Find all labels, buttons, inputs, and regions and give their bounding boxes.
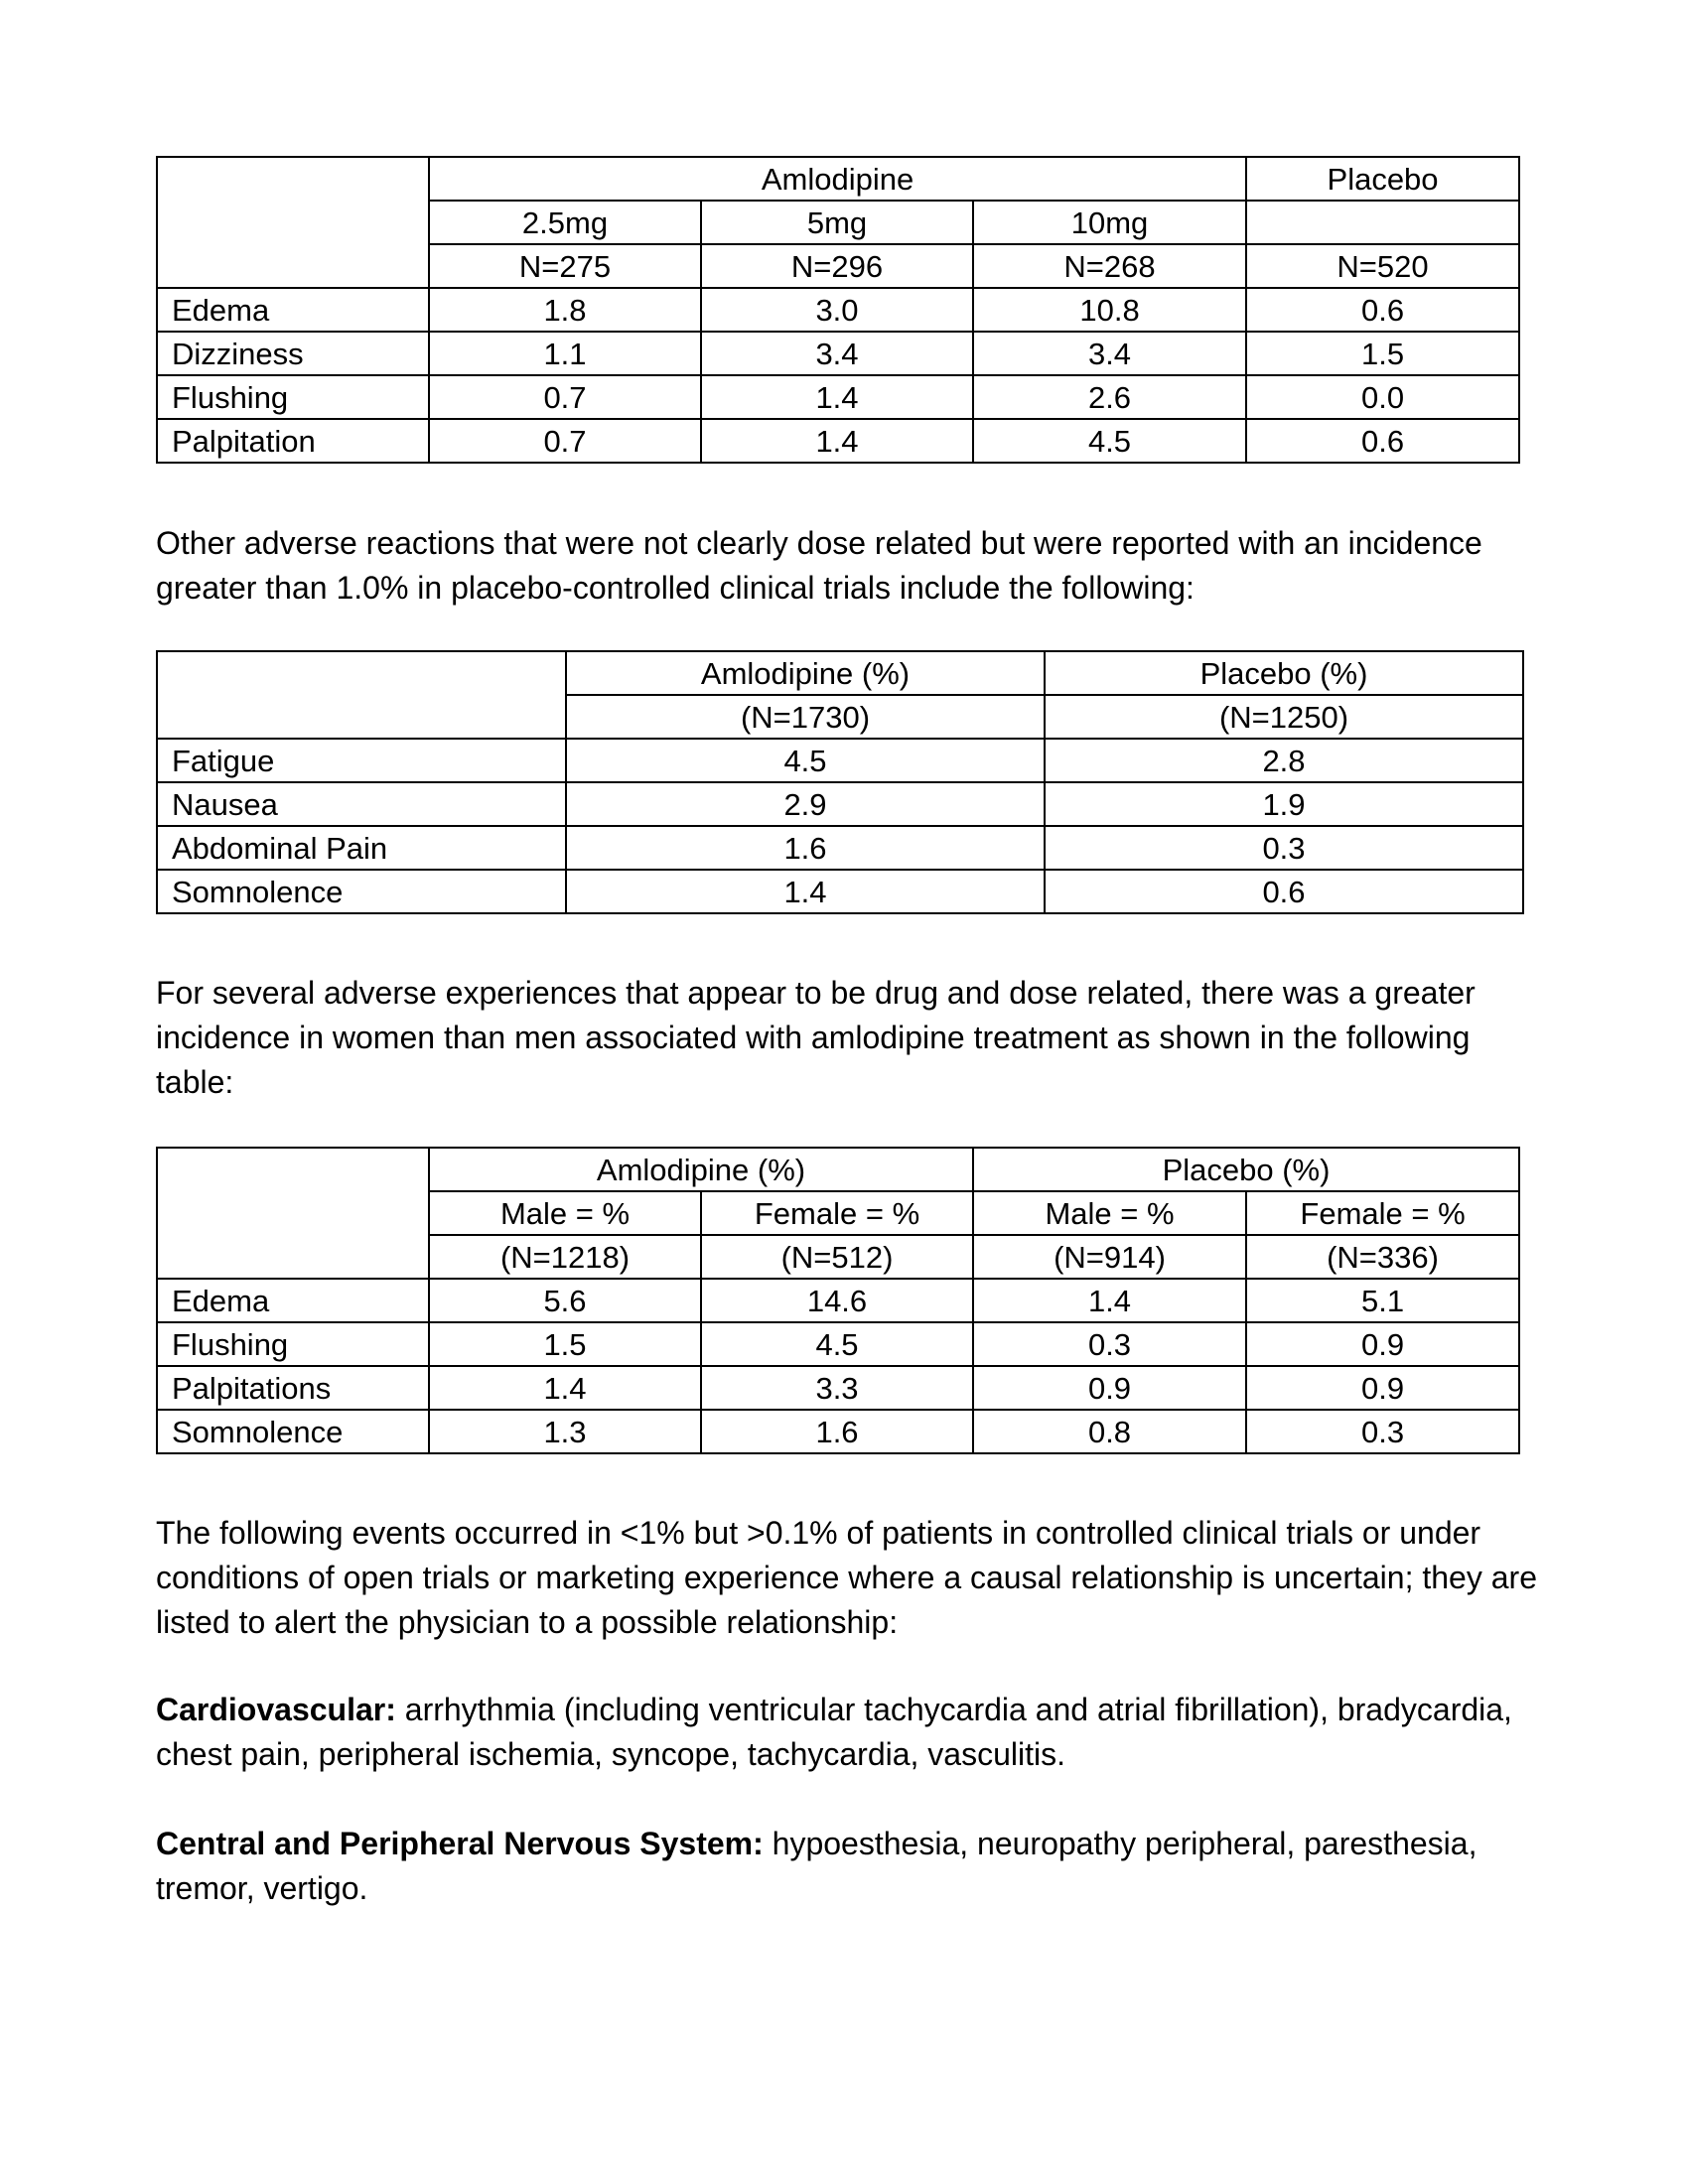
table-cell: 0.9 [1246, 1366, 1519, 1410]
empty-corner-cell [157, 157, 429, 288]
gender-adverse-reactions-table [156, 1147, 1520, 1454]
table-cell: 3.3 [701, 1366, 973, 1410]
sex-header: Female = % [1246, 1191, 1519, 1235]
table-row [157, 1410, 1519, 1453]
table-cell: 1.1 [429, 332, 701, 375]
table-cell: 4.5 [973, 419, 1246, 463]
n-header: N=296 [701, 244, 973, 288]
table-cell: 0.9 [973, 1366, 1246, 1410]
table-cell: 1.4 [429, 1366, 701, 1410]
table-cell: 3.0 [701, 288, 973, 332]
dose-adverse-reactions-table [156, 156, 1520, 464]
n-header: (N=512) [701, 1235, 973, 1279]
table-cell: 1.6 [701, 1410, 973, 1453]
table-cell: 0.8 [973, 1410, 1246, 1453]
row-label: Somnolence [157, 1410, 429, 1453]
column-header: Amlodipine (%) [566, 651, 1045, 695]
table-cell: 1.6 [566, 826, 1045, 870]
paragraph-gender-differences: For several adverse experiences that appear to be drug and dose related, there was a greater incidence in women than men associated with amlodipine treatment as shown in the following table: [156, 975, 1476, 1100]
table-cell: 0.0 [1246, 375, 1519, 419]
dose-header: 10mg [973, 201, 1246, 244]
group-header-amlodipine: Amlodipine [429, 157, 1246, 201]
table-cell: 1.4 [701, 375, 973, 419]
table-cell: 1.4 [566, 870, 1045, 913]
row-label: Palpitations [157, 1366, 429, 1410]
sex-header: Female = % [701, 1191, 973, 1235]
column-header: Placebo (%) [1045, 651, 1523, 695]
table-cell: 1.4 [701, 419, 973, 463]
row-label: Flushing [157, 375, 429, 419]
row-label: Fatigue [157, 739, 566, 782]
table-cell: 0.3 [1246, 1410, 1519, 1453]
n-header: (N=914) [973, 1235, 1246, 1279]
table-row [157, 826, 1523, 870]
empty-corner-cell [157, 1148, 429, 1279]
n-header: (N=1250) [1045, 695, 1523, 739]
group-header-placebo: Placebo [1246, 157, 1519, 201]
table-cell: 0.6 [1246, 419, 1519, 463]
row-label: Flushing [157, 1322, 429, 1366]
table-row [157, 375, 1519, 419]
table-cell: 0.9 [1246, 1322, 1519, 1366]
table-row [157, 1366, 1519, 1410]
table-cell: 14.6 [701, 1279, 973, 1322]
row-label: Somnolence [157, 870, 566, 913]
n-header: N=520 [1246, 244, 1519, 288]
row-label: Nausea [157, 782, 566, 826]
table-cell: 10.8 [973, 288, 1246, 332]
group-header-amlodipine: Amlodipine (%) [429, 1148, 973, 1191]
n-header: N=268 [973, 244, 1246, 288]
table-cell: 1.4 [973, 1279, 1246, 1322]
table-cell: 1.8 [429, 288, 701, 332]
table-cell: 1.5 [1246, 332, 1519, 375]
dose-header: 2.5mg [429, 201, 701, 244]
table-cell: 2.6 [973, 375, 1246, 419]
sex-header: Male = % [973, 1191, 1246, 1235]
row-label: Edema [157, 1279, 429, 1322]
table-row [157, 332, 1519, 375]
section-heading-cardiovascular: Cardiovascular: [156, 1692, 396, 1727]
table-row [157, 1322, 1519, 1366]
table-cell: 5.6 [429, 1279, 701, 1322]
table-row [157, 782, 1523, 826]
section-text-nervous-system: hypoesthesia, neuropathy peripheral, paresthesia, tremor, vertigo. [156, 1826, 1477, 1906]
empty-corner-cell [157, 651, 566, 739]
table-cell: 0.6 [1045, 870, 1523, 913]
table-row [157, 419, 1519, 463]
sex-header: Male = % [429, 1191, 701, 1235]
table-cell: 0.3 [1045, 826, 1523, 870]
table-cell: 0.6 [1246, 288, 1519, 332]
table-cell: 0.7 [429, 419, 701, 463]
empty-cell [1246, 201, 1519, 244]
table-cell: 0.7 [429, 375, 701, 419]
other-adverse-reactions-table [156, 650, 1524, 914]
n-header: (N=336) [1246, 1235, 1519, 1279]
row-label: Abdominal Pain [157, 826, 566, 870]
section-text-cardiovascular: arrhythmia (including ventricular tachycardia and atrial fibrillation), bradycardia, chest pain, peripheral ischemia, syncope, tachycardia, vasculitis. [156, 1692, 1512, 1772]
table-cell: 3.4 [701, 332, 973, 375]
dose-header: 5mg [701, 201, 973, 244]
table-cell: 1.5 [429, 1322, 701, 1366]
table-cell: 5.1 [1246, 1279, 1519, 1322]
table-row [157, 288, 1519, 332]
table-cell: 1.9 [1045, 782, 1523, 826]
table-cell: 3.4 [973, 332, 1246, 375]
n-header: (N=1730) [566, 695, 1045, 739]
paragraph-cardiovascular [156, 1688, 1546, 1777]
table-cell: 2.9 [566, 782, 1045, 826]
n-header: (N=1218) [429, 1235, 701, 1279]
paragraph-nervous-system [156, 1822, 1546, 1911]
table-cell: 1.3 [429, 1410, 701, 1453]
section-heading-nervous-system: Central and Peripheral Nervous System: [156, 1826, 764, 1861]
table-cell: 4.5 [566, 739, 1045, 782]
table-cell: 2.8 [1045, 739, 1523, 782]
n-header: N=275 [429, 244, 701, 288]
row-label: Edema [157, 288, 429, 332]
row-label: Dizziness [157, 332, 429, 375]
paragraph-uncommon-events: The following events occurred in <1% but >0.1% of patients in controlled clinical trials or under conditions of open trials or marketing experience where a causal relationship is uncertain; they are listed to alert the physician to a possible relationship: [156, 1515, 1537, 1640]
row-label: Palpitation [157, 419, 429, 463]
table-row [157, 739, 1523, 782]
table-cell: 4.5 [701, 1322, 973, 1366]
table-cell: 0.3 [973, 1322, 1246, 1366]
table-row [157, 1279, 1519, 1322]
group-header-placebo: Placebo (%) [973, 1148, 1519, 1191]
table-row [157, 870, 1523, 913]
paragraph-other-reactions: Other adverse reactions that were not clearly dose related but were reported with an incidence greater than 1.0% in placebo-controlled clinical trials include the following: [156, 525, 1482, 606]
